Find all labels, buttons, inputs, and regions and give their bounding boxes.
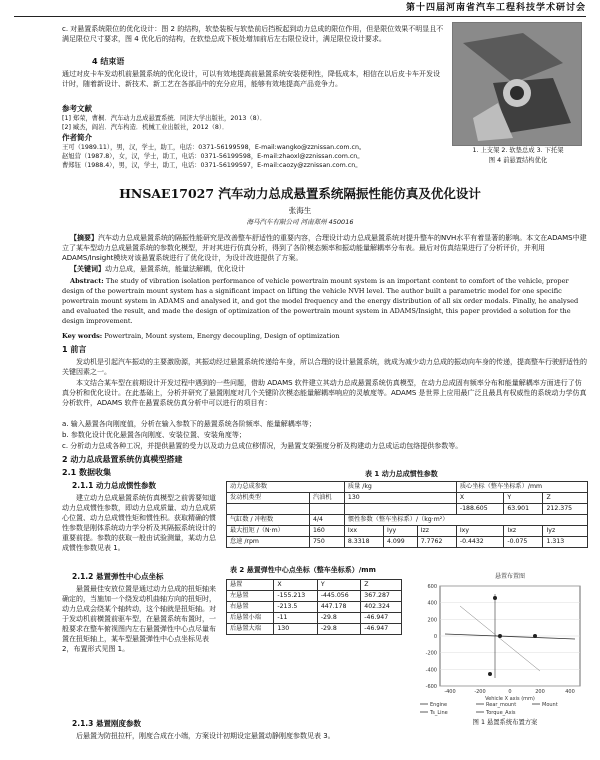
table1-cell — [310, 504, 345, 515]
table1-cell: 汽油机 — [310, 493, 345, 504]
table1-cell: 130 — [344, 493, 456, 504]
article-author: 张海生 — [288, 206, 312, 215]
table1-cell: Ixy — [456, 526, 504, 537]
table2-cell: X — [274, 580, 317, 591]
table2-cell: -29.8 — [317, 613, 360, 624]
table1-cell: 8.3318 — [344, 537, 383, 548]
figure-1-plot — [410, 568, 590, 718]
table2-cell: -46.947 — [361, 624, 402, 635]
s213-title: 2.1.3 悬置刚度参数 — [72, 719, 141, 728]
conference-header: 第十四届河南省汽车工程科技学术研讨会 — [405, 3, 586, 13]
header-rule — [14, 16, 586, 17]
table2-cell: Z — [361, 580, 402, 591]
table1-cell: 7.7762 — [417, 537, 456, 548]
ref-1: [1] 郑荣，曹桐．汽车动力总成悬置系统．同济大学出版社，2013（8）． — [62, 115, 267, 122]
table1-cell: Iyy — [384, 526, 418, 537]
x-tick-label: 200 — [535, 689, 545, 695]
table2-cell: -11 — [274, 613, 317, 624]
s1-title: 1 前言 — [62, 345, 87, 354]
table1-cell: Z — [543, 493, 588, 504]
x-axis-label: Vehicle X axis (mm) — [485, 696, 535, 702]
s1-item-c: c. 分析动力总成各种工况，并提供悬置的受力以及动力总成位移情况，为悬置支架强度分析及构建动力总成运动包络提供参数等。 — [62, 442, 463, 450]
table2-row — [227, 624, 402, 635]
table1-cell — [344, 504, 456, 515]
table1-cell: X — [456, 493, 504, 504]
table1-row — [227, 493, 588, 504]
table2-cell: 后悬置大端 — [227, 624, 274, 635]
table1-cell: 质心坐标（整车坐标系）/mm — [456, 482, 587, 493]
table1-row — [227, 526, 588, 537]
ref-title: 参考文献 — [62, 104, 92, 113]
table1-cell: 发动机类型 — [227, 493, 310, 504]
s1-p2: 本文结合某车型在前期设计开发过程中遇到的一些问题，借助 ADAMS 软件建立其动力总成悬置系统仿真模型，在动力总成固有频率分布和能量解耦率方面进行了仿真分析和优化设计。在此基础上，分析并研究了悬置刚度对几个关键阶次模态能量解耦率响应的灵敏度等。ADAMS 是世界上应用最广泛且最具有权威性的系统动力学仿真分析软件，ADAMS 软件在悬置系统仿真分析中可以进行的项目有： — [62, 379, 587, 407]
x-tick-label: -200 — [474, 689, 486, 695]
table2-cell: Y — [317, 580, 360, 591]
table2-cell: 后悬置小端 — [227, 613, 274, 624]
author-title: 作者简介 — [62, 133, 92, 142]
torque-axis-line — [445, 634, 575, 639]
table2-row — [227, 602, 402, 613]
table1-cell: 1.313 — [543, 537, 588, 548]
y-tick-label: 400 — [427, 600, 437, 607]
mount-point — [533, 634, 537, 638]
y-tick-label: -400 — [425, 667, 437, 674]
section4-title: 4 结束语 — [92, 57, 125, 66]
table2-cell: 402.324 — [361, 602, 402, 613]
table1-cell: 160 — [310, 526, 345, 537]
table1-cell: 最大扭矩 /（N·m） — [227, 526, 310, 537]
plot-axes — [420, 584, 580, 716]
plot-title: 悬置布置图 — [494, 573, 526, 580]
y-tick-label: 600 — [427, 584, 437, 590]
figure-4-photo — [452, 22, 582, 146]
table1-cell: Ixz — [504, 526, 543, 537]
table1-cell — [227, 504, 310, 515]
table1-row — [227, 482, 588, 493]
s212-title: 2.1.2 悬置弹性中心点坐标 — [72, 572, 164, 581]
table2-cell: -213.5 — [274, 602, 317, 613]
table2-row — [227, 613, 402, 624]
table2-cell: 右悬置 — [227, 602, 274, 613]
mount-point — [498, 634, 502, 638]
author-1: 王可（1989.11），男，汉，学士，助工，电话：0371-56199598，E-mail:wangko@zznissan.com.cn。 — [62, 144, 366, 151]
table1-cell: -0.075 — [504, 537, 543, 548]
table2-row — [227, 591, 402, 602]
table1-cell: 惯性参数（整车坐标系）/（kg·m²） — [344, 515, 587, 526]
table1-row — [227, 537, 588, 548]
abstract-en: Abstract: The study of vibration isolation performance of vehicle powertrain mount system is an important content to comfort of the vehicle, proper design of the powertrain mount system has a significant impact on lifting the vehicle NVH level. The author built a parametric model for one specific powertrain mount system in ADAMS and analysed it, and got the model frequency and the energy distribution of all six order modals. Finally, he analysed and evaluated the result, and made the design of optimization of the powertrain mount system in ADAMS/Insight, this paper provided a solution for the design improvement. — [62, 277, 579, 325]
s1-item-b: b. 参数化设计优化悬置各向刚度、安装位置、安装角度等； — [62, 431, 246, 439]
s1-item-a: a. 输入悬置各向刚度值，分析在输入参数下的悬置系统各阶频率、能量解耦率等； — [62, 420, 316, 428]
legend-label: Engine — [430, 702, 448, 708]
table1-cell: 质量 /kg — [344, 482, 456, 493]
table1-cell: Ixx — [344, 526, 383, 537]
y-tick-label: -200 — [425, 650, 437, 657]
mount-point — [488, 672, 492, 676]
table1-cell: Izz — [417, 526, 456, 537]
table2-title: 表 2 悬置弹性中心点坐标（整车坐标系）/mm — [230, 566, 376, 574]
s1-p1: 发动机是引起汽车振动的主要激励源，其振动经过悬置系统传递给车身，所以合理的设计悬置系统，就成为减少动力总成的振动向车身的传递，提高整车行驶舒适性的关键因素之一。 — [62, 358, 587, 376]
keywords-cn: 【关键词】动力总成，悬置系统，能量法解耦，优化设计 — [70, 265, 245, 273]
s211-body: 建立动力总成悬置系统仿真模型之前需要知道动力总成惯性参数，即动力总成质量、动力总成质心位置、动力总成惯性矩和惯性积。获取精确的惯性参数是刚体系统动力学分析及其隔振系统设计的重要前提。参数的获取一般由试验测量，某动力总成惯性参数见表 1。 — [62, 494, 216, 552]
table1 — [226, 481, 588, 548]
table2 — [226, 579, 402, 635]
fig4-caption: 1. 上支架 2. 软垫总成 3. 下托架 — [472, 147, 564, 154]
table1-cell: Iyz — [543, 526, 588, 537]
table1-row — [227, 504, 588, 515]
table1-cell: 气缸数 / 冲程数 — [227, 515, 310, 526]
mount-point — [493, 596, 497, 600]
para-c: c. 对悬置系统限位的优化设计：图 2 的结构，软垫装板与软垫前后挡板起到动力总成的限位作用，但是限位效果不明显且不满足限位尺寸要求，图 4 优化后的结构，在软垫总成下板处增加前后左右限位设计，满足限位设计要求。 — [62, 25, 444, 43]
legend-label: Torque_Axis — [486, 710, 516, 716]
table2-cell: -445.056 — [317, 591, 360, 602]
y-tick-label: 0 — [433, 634, 437, 640]
table1-cell: Y — [504, 493, 543, 504]
table1-cell: -0.4432 — [456, 537, 504, 548]
table1-row — [227, 515, 588, 526]
table1-cell: 212.375 — [543, 504, 588, 515]
table2-cell: 447.178 — [317, 602, 360, 613]
fig4-title: 图 4 前悬置结构优化 — [488, 157, 548, 164]
s211-title: 2.1.1 动力总成惯性参数 — [72, 481, 156, 490]
legend-label: Rear_mount — [486, 702, 517, 708]
table2-row — [227, 580, 402, 591]
table2-cell: 悬置 — [227, 580, 274, 591]
table1-cell: 怠速 /rpm — [227, 537, 310, 548]
legend-label: Mount — [542, 702, 558, 708]
article-title: HNSAE17027 汽车动力总成悬置系统隔振性能仿真及优化设计 — [119, 186, 481, 201]
author-3: 曹郑钰（1988.4），男，汉，学士，助工，电话：0371-56199597，E-mail:caozy@zznissan.com.cn。 — [62, 162, 362, 169]
table2-cell: 左悬置 — [227, 591, 274, 602]
table2-cell: 130 — [274, 624, 317, 635]
table1-cell: 4/4 — [310, 515, 345, 526]
s21-title: 2.1 数据收集 — [62, 468, 111, 477]
table1-cell: 63.901 — [504, 504, 543, 515]
fig1-caption: 图 1 悬置系统布置方案 — [472, 719, 538, 726]
table2-cell: 367.287 — [361, 591, 402, 602]
table1-cell: -188.605 — [456, 504, 504, 515]
section4-body: 通过对皮卡车发动机前悬置系统的优化设计，可以有效地提高前悬置系统安装便利性，降低成本，相信在以后皮卡车开发设计时，随着新设计、新技术、新工艺在各部品中的充分应用，能够有效地提高产品竞争力。 — [62, 70, 440, 88]
abstract-cn: 【摘要】汽车动力总成悬置系统的隔振性能研究是改善整车舒适性的重要内容，合理设计动力总成悬置系统对提升整车的NVH水平有着显著的影响。本文在ADAMS中建立了某车型动力总成悬置系统的参数化模型，并对其进行仿真分析，得到了各阶模态频率和振动能量解耦率分布表。最后对仿真结果进行了分析评价，并利用ADAMS/Insight模块对该悬置系统进行了优化设计，为设计改进提供了方案。 — [62, 234, 587, 262]
x-tick-label: 0 — [508, 689, 512, 695]
table1-title: 表 1 动力总成惯性参数 — [365, 470, 438, 478]
table2-cell: -29.8 — [317, 624, 360, 635]
table2-cell: -46.947 — [361, 613, 402, 624]
table1-cell: 750 — [310, 537, 345, 548]
legend-label: Ts_Line — [430, 710, 448, 716]
y-tick-label: -600 — [425, 684, 437, 690]
s212-body: 悬置最佳安放位置是通过动力总成的扭矩轴来确定的，当施加一个绕发动机曲轴方向的扭矩时，动力总成会绕某个轴转动，这个轴就是扭矩轴。对于发动机前横置前驱车型，在悬置系统布置时，一般要求在整车俯视图内左右悬置弹性中心点尽量布置在扭矩轴上，某车型悬置弹性中心点坐标见表 2，布置形式见图 1。 — [62, 585, 216, 653]
author-2: 赵旭营（1987.8），女，汉，学士，助工，电话：0371-56199598，E-mail:zhaoxl@zznissan.com.cn。 — [62, 153, 364, 160]
y-tick-label: 200 — [427, 617, 437, 624]
s213-body: 后悬置为防扭拉杆，刚度合成在小端，方案设计初期设定悬置动静刚度参数见表 3。 — [76, 732, 335, 740]
table1-cell: 动力总成参数 — [227, 482, 345, 493]
affiliation: 海马汽车有限公司 河南郑州 450016 — [246, 218, 354, 226]
ref-2: [2] 臧杰，阎岩．汽车构造．机械工业出版社，2012（8）． — [62, 124, 229, 131]
x-tick-label: -400 — [444, 689, 456, 695]
table1-cell: 4.099 — [384, 537, 418, 548]
s2-title: 2 动力总成悬置系统仿真模型搭建 — [62, 455, 183, 464]
keywords-en: Key words: Powertrain, Mount system, Energy decoupling, Design of optimization — [62, 332, 340, 340]
mount-line — [460, 606, 540, 671]
x-tick-label: 400 — [565, 689, 575, 695]
table2-cell: -155.213 — [274, 591, 317, 602]
